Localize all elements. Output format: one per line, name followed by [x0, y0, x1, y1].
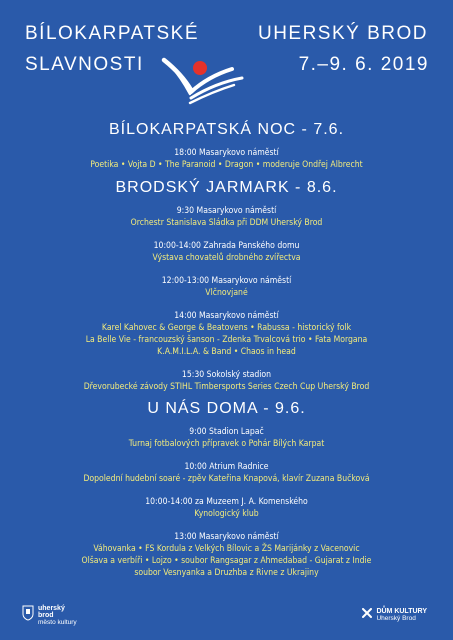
event-time-place: 15:30 Sokolský stadion [181, 370, 272, 380]
event-performers: Karel Kahovec & George & Beatovens • Rabussa - historický folk [101, 323, 352, 333]
event-performers: Kynologický klub [194, 509, 259, 519]
festival-title-line2: SLAVNOSTI [25, 54, 144, 75]
house-of-culture-logo [362, 608, 427, 622]
city-name: UHERSKÝ BROD [257, 23, 428, 44]
event-time-place: 10:00-14:00 za Muzeem J. A. Komenského [145, 497, 308, 507]
city-logo-text [38, 605, 77, 626]
event-block [0, 496, 453, 520]
event-performers: Turnaj fotbalových přípravek o Pohár Bílých Karpat [128, 439, 325, 449]
house-of-culture-line1: DŮM KULTURY [376, 608, 427, 615]
event-time-place: 9:30 Masarykovo náměstí [176, 206, 277, 216]
event-time-place: 12:00-13:00 Masarykovo náměstí [161, 276, 292, 286]
day-heading-friday: BÍLOKARPATSKÁ NOC - 7.6. [108, 121, 345, 138]
event-performers: La Belle Vie - francouzský šanson - Zdenka Trvalcová trio • Fata Morgana [85, 335, 368, 345]
festival-dates: 7.–9. 6. 2019 [298, 54, 429, 75]
city-logo-line1: uherský [38, 605, 65, 612]
event-block [0, 531, 453, 579]
event-block [0, 275, 453, 299]
event-block [0, 426, 453, 450]
event-block [0, 240, 453, 264]
day-heading-saturday: BRODSKÝ JARMARK - 8.6. [115, 179, 338, 196]
event-performers: Výstava chovatelů drobného zvířectva [152, 253, 301, 263]
event-block [0, 147, 453, 171]
event-time-place: 10:00 Atrium Radnice [184, 462, 269, 472]
event-time-place: 14:00 Masarykovo náměstí [174, 311, 279, 321]
event-performers: Váhovanka • FS Kordula z Velkých Bílovic a ŽS Marijánky z Vacenovic [93, 544, 360, 554]
event-time-place: 10:00-14:00 Zahrada Panského domu [153, 241, 300, 251]
house-of-culture-text [376, 608, 427, 622]
event-time-place: 13:00 Masarykovo náměstí [174, 532, 279, 542]
event-block [0, 205, 453, 229]
city-crest-icon [22, 605, 34, 621]
city-logo [22, 605, 77, 626]
city-logo-line2: brod [38, 612, 54, 619]
festival-title-line1: BÍLOKARPATSKÉ [25, 23, 200, 44]
day-heading-sunday: U NÁS DOMA - 9.6. [147, 400, 306, 417]
event-performers: Dřevorubecké závody STIHL Timbersports Series Czech Cup Uherský Brod [83, 382, 370, 392]
event-performers: Vlčnovjané [205, 288, 248, 298]
festival-logo-icon [160, 52, 246, 112]
event-performers: Dopolední hudební soaré - zpěv Kateřina Knapová, klavír Zuzana Bučková [83, 474, 370, 484]
event-time-place: 9:00 Stadion Lapač [189, 427, 264, 437]
event-performers: Olšava a verbíři • Lojzo • soubor Rangsagar z Ahmedabad - Gujarat z Indie [81, 556, 372, 566]
event-block [0, 369, 453, 393]
event-block [0, 461, 453, 485]
house-of-culture-icon [362, 608, 372, 618]
event-time-place: 18:00 Masarykovo náměstí [174, 148, 279, 158]
event-performers: Orchestr Stanislava Sládka při DDM Uherský Brod [130, 218, 323, 228]
city-logo-line3: město kultury [38, 619, 77, 626]
event-performers: K.A.M.I.L.A. & Band • Chaos in head [157, 347, 296, 357]
program [0, 121, 453, 579]
house-of-culture-line2: Uherský Brod [376, 615, 416, 622]
event-performers: Poetika • Vojta D • The Paranoid • Dragon • moderuje Ondřej Albrecht [90, 160, 363, 170]
event-block [0, 310, 453, 358]
event-performers: soubor Vesnyanka a Druzhba z Rivne z Ukrajiny [134, 568, 319, 578]
